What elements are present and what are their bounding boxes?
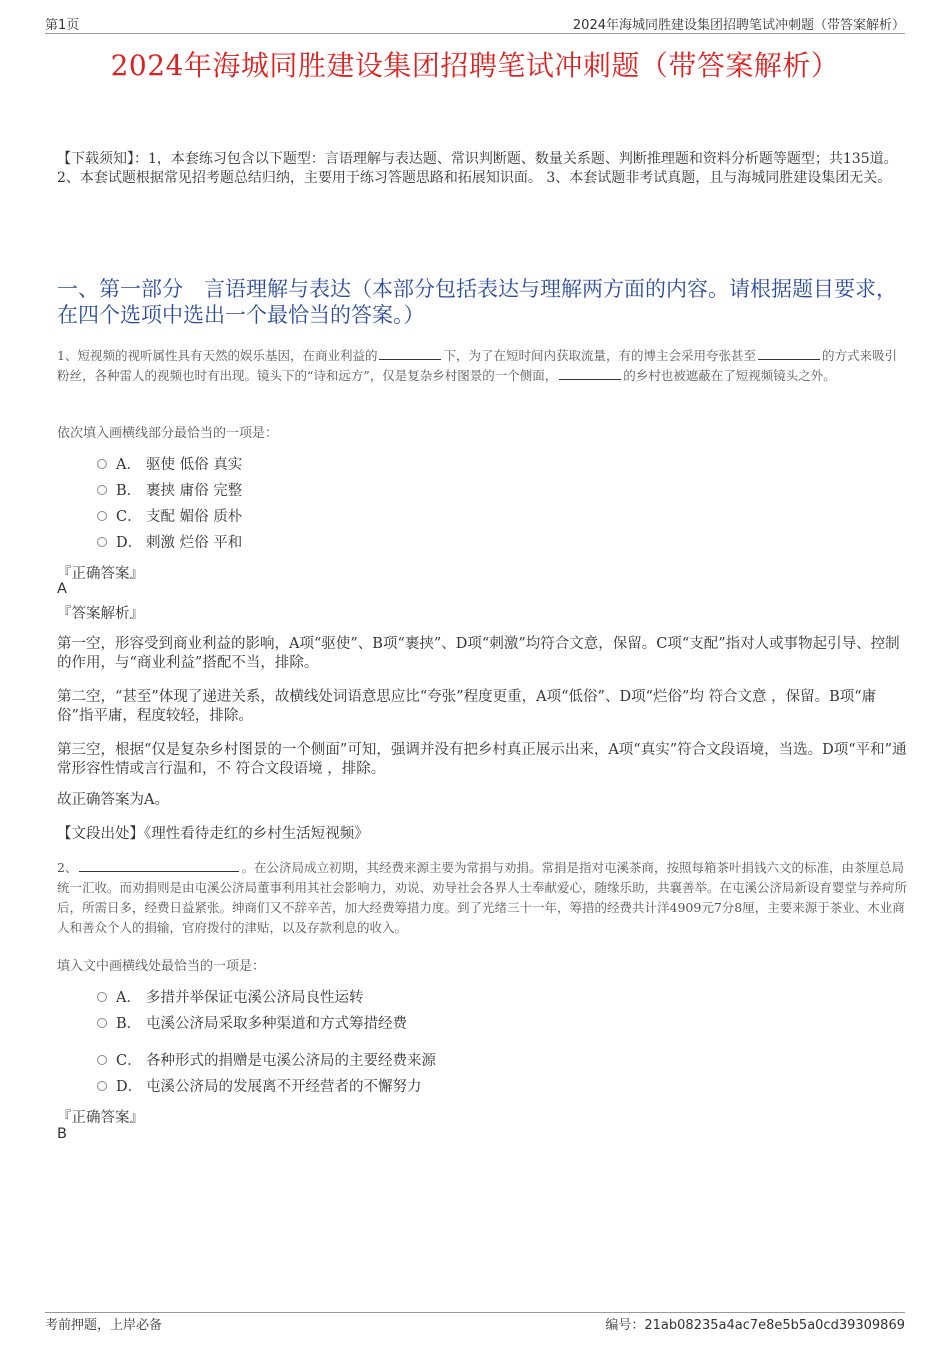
radio-icon[interactable] bbox=[97, 992, 107, 1002]
question-2-prompt: 填入文中画横线处最恰当的一项是： bbox=[57, 959, 266, 974]
option-text: 支配 媚俗 质朴 bbox=[146, 509, 243, 525]
q2-number: 2、 bbox=[57, 860, 78, 875]
option-text: 驱使 低俗 真实 bbox=[146, 457, 243, 473]
footer-doc-id: 编号：21ab08235a4ac7e8e5b5a0cd39309869 bbox=[605, 1318, 905, 1333]
header-doc-title: 2024年海城同胜建设集团招聘笔试冲刺题（带答案解析） bbox=[572, 18, 905, 33]
option-letter: D． bbox=[116, 535, 143, 551]
question-1-prompt: 依次填入画横线部分最恰当的一项是： bbox=[57, 426, 279, 441]
q1-answer: A bbox=[57, 581, 67, 597]
option-letter: A． bbox=[116, 990, 141, 1006]
q1-analysis-conclusion: 故正确答案为A。 bbox=[57, 792, 169, 808]
option-letter: C． bbox=[116, 1053, 142, 1069]
radio-icon[interactable] bbox=[97, 459, 107, 469]
option-text: 屯溪公济局采取多种渠道和方式筹措经费 bbox=[146, 1016, 407, 1032]
q2-answer: B bbox=[57, 1126, 67, 1142]
radio-icon[interactable] bbox=[97, 1055, 107, 1065]
q1-source: 【文段出处】《理性看待走红的乡村生活短视频》 bbox=[57, 826, 369, 842]
blank-line bbox=[758, 347, 820, 360]
blank-line bbox=[559, 367, 621, 380]
radio-icon[interactable] bbox=[97, 537, 107, 547]
q1-analysis-paragraph: 第一空，形容受到商业利益的影响，A项“驱使”、B项“裹挟”、D项“刺激”均符合文意，保留。C项“支配”指对人或事物起引导、控制的作用，与“商业利益”搭配不当，排除。 bbox=[57, 636, 900, 671]
option-text: 刺激 烂俗 平和 bbox=[146, 535, 243, 551]
q1-option-c[interactable] bbox=[97, 507, 242, 527]
q2-option-c[interactable] bbox=[97, 1051, 436, 1071]
download-notice: 【下载须知】：1，本套练习包含以下题型：言语理解与表达题、常识判断题、数量关系题、判断推理题和资料分析题等题型；共135道。 2、本套试题根据常见招考题总结归纳，主要用于练习答题思路和拓展知识面。 3、本套试题非考试真题，且与海城同胜建设集团无关。 bbox=[57, 151, 898, 186]
radio-icon[interactable] bbox=[97, 1018, 107, 1028]
radio-icon[interactable] bbox=[97, 1081, 107, 1091]
option-letter: C． bbox=[116, 509, 142, 525]
q2-text: 。在公济局成立初期，其经费来源主要为常捐与劝捐。常捐是指对屯溪茶商，按照每箱茶叶捐钱六文的标准，由茶厘总局统一汇收。而劝捐则是由屯溪公济局董事利用其社会影响力，劝说、劝导社会各界人士奉献爱心，随缘乐助，共襄善举。在屯溪公济局新设育婴堂与养疴所后，所需日多，经费日益紧张。绅商们又不辞辛苦，加大经费筹措力度。到了光绪三十一年，筹措的经费共计洋4909元7分8厘，主要来源于茶业、木业商人和善众个人的捐输，官府拨付的津贴，以及存款利息的收入。 bbox=[57, 860, 908, 935]
option-letter: B． bbox=[116, 1016, 142, 1032]
q2-option-b[interactable] bbox=[97, 1014, 407, 1034]
radio-icon[interactable] bbox=[97, 485, 107, 495]
q1-option-a[interactable] bbox=[97, 455, 242, 475]
q1-text-part-2: 下，为了在短时间内获取流量，有的博主会采用夸张甚至 bbox=[443, 348, 756, 363]
option-text: 裹挟 庸俗 完整 bbox=[146, 483, 243, 499]
q2-answer-label: 『正确答案』 bbox=[57, 1110, 144, 1126]
footer-slogan: 考前押题，上岸必备 bbox=[45, 1318, 163, 1333]
blank-line bbox=[79, 859, 239, 872]
q1-text-part-4: 的乡村也被遮蔽在了短视频镜头之外。 bbox=[623, 368, 836, 383]
q1-option-b[interactable] bbox=[97, 481, 242, 501]
q1-analysis-paragraph: 第二空，“甚至”体现了递进关系，故横线处词语意思应比“夸张”程度更重，A项“低俗”、D项“烂俗”均 符合文意 ，保留。B项“庸俗”指平庸，程度较轻，排除。 bbox=[57, 689, 877, 724]
option-text: 各种形式的捐赠是屯溪公济局的主要经费来源 bbox=[146, 1053, 436, 1069]
q1-analysis-paragraph: 第三空，根据“仅是复杂乡村图景的一个侧面”可知，强调并没有把乡村真正展示出来，A项“真实”符合文段语境，当选。D项“平和”通常形容性情或言行温和，不 符合文段语境 ，排除。 bbox=[57, 742, 907, 777]
option-text: 屯溪公济局的发展离不开经营者的不懈努力 bbox=[146, 1079, 422, 1095]
radio-icon[interactable] bbox=[97, 511, 107, 521]
page-number: 第1页 bbox=[45, 18, 80, 33]
question-2-text bbox=[57, 858, 907, 938]
option-text: 多措并举保证屯溪公济局良性运转 bbox=[146, 990, 364, 1006]
section-title: 一、第一部分 言语理解与表达（本部分包括表达与理解两方面的内容。请根据题目要求，在四个选项中选出一个最恰当的答案。） bbox=[57, 277, 897, 327]
option-letter: B． bbox=[116, 483, 142, 499]
blank-line bbox=[379, 347, 441, 360]
q1-answer-label: 『正确答案』 bbox=[57, 566, 144, 582]
q1-text-part-1: 1、短视频的视听属性具有天然的娱乐基因，在商业利益的 bbox=[57, 348, 378, 363]
header-rule bbox=[45, 33, 905, 34]
page-title: 2024年海城同胜建设集团招聘笔试冲刺题（带答案解析） bbox=[110, 49, 840, 82]
q1-text-part-3: 的方式来吸引粉丝，各种雷人的视频也时有出现。镜头下的“诗和远方”，仅是复杂乡村图景的一个侧面， bbox=[57, 348, 897, 383]
option-letter: D． bbox=[116, 1079, 143, 1095]
q2-option-d[interactable] bbox=[97, 1077, 422, 1097]
footer-rule bbox=[45, 1312, 905, 1313]
option-letter: A． bbox=[116, 457, 141, 473]
q2-option-a[interactable] bbox=[97, 988, 364, 1008]
q1-option-d[interactable] bbox=[97, 533, 242, 553]
question-1-text bbox=[57, 346, 907, 386]
q1-analysis-label: 『答案解析』 bbox=[57, 606, 144, 622]
